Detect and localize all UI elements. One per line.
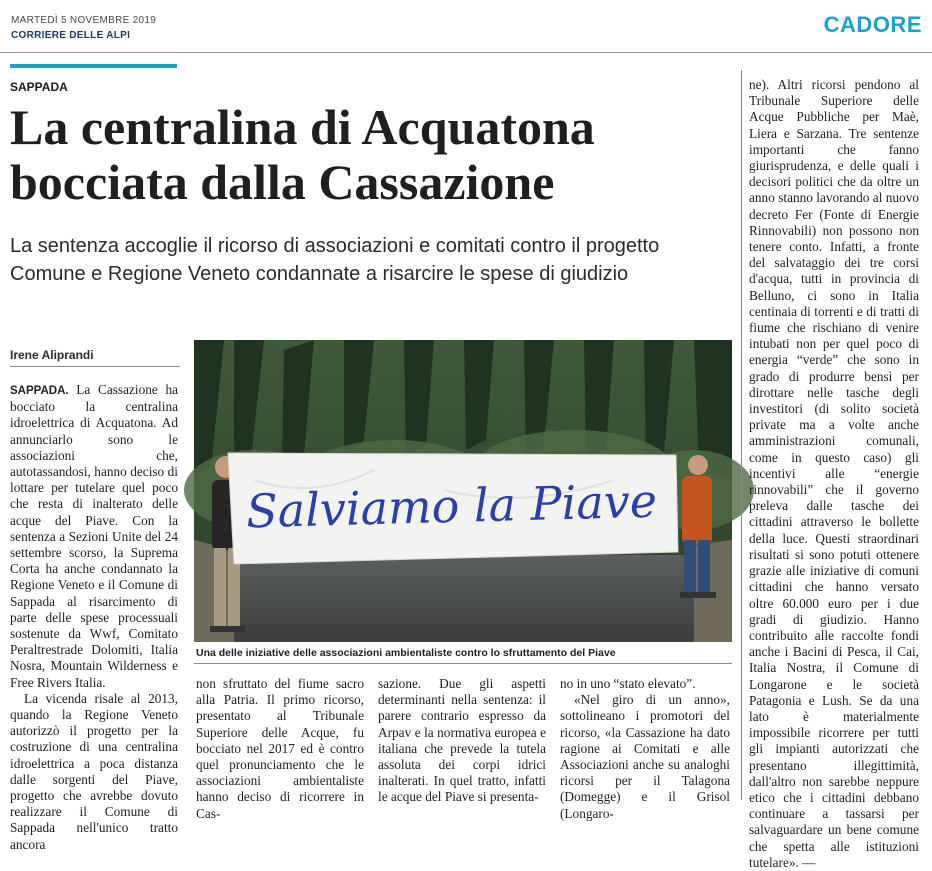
banner-text: Salviamo la Piave xyxy=(245,473,658,539)
article-paragraph: «Nel giro di un anno», sottolineano i promotori del ricorso, «la Cassazione ha dato ragione ai Comitati e alle Associazioni anche su analoghi ricorsi per il Talagona (Domegge) e il Grisol (Longaro- xyxy=(560,692,730,821)
top-rule xyxy=(0,52,932,53)
article-paragraph: non sfruttato del fiume sacro alla Patria. Il primo ricorso, presentato al Tribunale Superiore delle Acque, fu bocciato nel 2017 ed è contro quel pronunciamento che le associazioni ambientaliste hanno deciso di ricorrere in Cas- xyxy=(196,676,364,821)
article-column-1 xyxy=(10,382,178,853)
article-column-5 xyxy=(749,77,919,871)
masthead-paper: CORRIERE DELLE ALPI xyxy=(11,30,131,41)
article-paragraph: ne). Altri ricorsi pendono al Tribunale Superiore delle Acque Pubbliche per Maè, Liera e Sarzana. Tre sentenze importanti che fanno giurisprudenza, e delle quali i decisori politici che da oltre un anno stanno lavorando al nuovo decreto Fer (Fonte di Energie Rinnovabili) non possono non tenere conto. Infatti, a fronte del salvataggio dei tre corsi d'acqua, tutti in provincia di Belluno, ci sono in Italia centinaia di torrenti e di tratti di fiume che rischiano di venire intubati non per quel poco di energia “verde” che sono in grado di produrre bensì per dirottare nelle tasche degli investitori (di solito società private ma a volte anche amministrazioni comunali, come in questo caso) gli incentivi alle “energie rinnovabili” che il governo preleva dalle tasche dei cittadini attraverso le bollette della luce. Questi straordinari risultati si sono potuti ottenere grazie alle iniziative di comuni cittadini che hanno versato oltre 60.000 euro per i due gradi di giudizio. Hanno contribuito alle raccolte fondi anche i Bacini di Pesca, il Cai, Italia Nostra, il Comune di Longarone e le società Patagonia e Lush. Se da una lato è materialmente impossibile ricorrere per tutti gli impianti autorizzati che presentano illegittimità, dall'altro non sarebbe neppure etico che i cittadini debbano continuare a tassarsi per salvaguardare un bene comune che spetta alle istituzioni tutelare». — xyxy=(749,77,919,870)
article-column-4 xyxy=(560,676,730,822)
subhead-line-2: Comune e Regione Veneto condannate a risarcire le spese di giudizio xyxy=(10,263,629,285)
subhead xyxy=(10,232,730,288)
photo xyxy=(194,340,732,642)
column-divider xyxy=(741,70,742,800)
paragraph-text: La Cassazione ha bocciato la centralina idroelettrica di Acquatona. Ad annunciarlo sono le associazioni che, autotassandosi, hanno deciso di lottare per tutelare quel poco che resta di inalterato delle acque del Piave. Con la sentenza a Sezioni Unite del 24 settembre scorso, la Suprema Corta ha anche condannato la Regione Veneto e il Comune di Sappada al risarcimento di parte delle spese processuali sostenute da Wwf, Comitato Peraltrestrade Dolomiti, Italia Nosra, Mountain Wilderness e Free Rivers Italia. xyxy=(10,382,179,690)
subhead-line-1: La sentenza accoglie il ricorso di associazioni e comitati contro il progetto xyxy=(10,235,660,257)
section-name: CADORE xyxy=(823,12,922,37)
article-paragraph xyxy=(10,382,178,691)
headline-line-1: La centralina di Acquatona xyxy=(10,99,595,155)
byline: Irene Aliprandi xyxy=(10,348,94,362)
caption-rule xyxy=(194,663,732,664)
article-column-2 xyxy=(196,676,364,822)
masthead-date: MARTEDÌ 5 NOVEMBRE 2019 xyxy=(11,15,157,26)
kicker: SAPPADA xyxy=(10,80,68,94)
article-paragraph: sazione. Due gli aspetti determinanti nella sentenza: il parere contrario espresso da Arpav e la normativa europea e italiana che prevede la tutela assoluta dei corpi idrici inalterati. In quel tratto, infatti le acque del Piave si presenta- xyxy=(378,676,546,805)
byline-rule xyxy=(10,366,180,367)
photo-caption: Una delle iniziative delle associazioni ambientaliste contro lo sfruttamento del Piave xyxy=(196,647,616,659)
headline xyxy=(10,100,730,210)
article-column-3 xyxy=(378,676,546,806)
accent-bar xyxy=(10,64,177,68)
headline-line-2: bocciata dalla Cassazione xyxy=(10,154,555,210)
lead-kicker: SAPPADA. xyxy=(10,385,69,397)
article-paragraph: La vicenda risale al 2013, quando la Regione Veneto autorizzò il progetto per la costruzione di una centralina idroelettrica a poca distanza dalle sorgenti del Piave, progetto che avrebbe dovuto realizzare il Comune di Sappada nell'unico tratto ancora xyxy=(10,690,178,852)
article-paragraph: no in uno “stato elevato”. xyxy=(560,676,696,691)
